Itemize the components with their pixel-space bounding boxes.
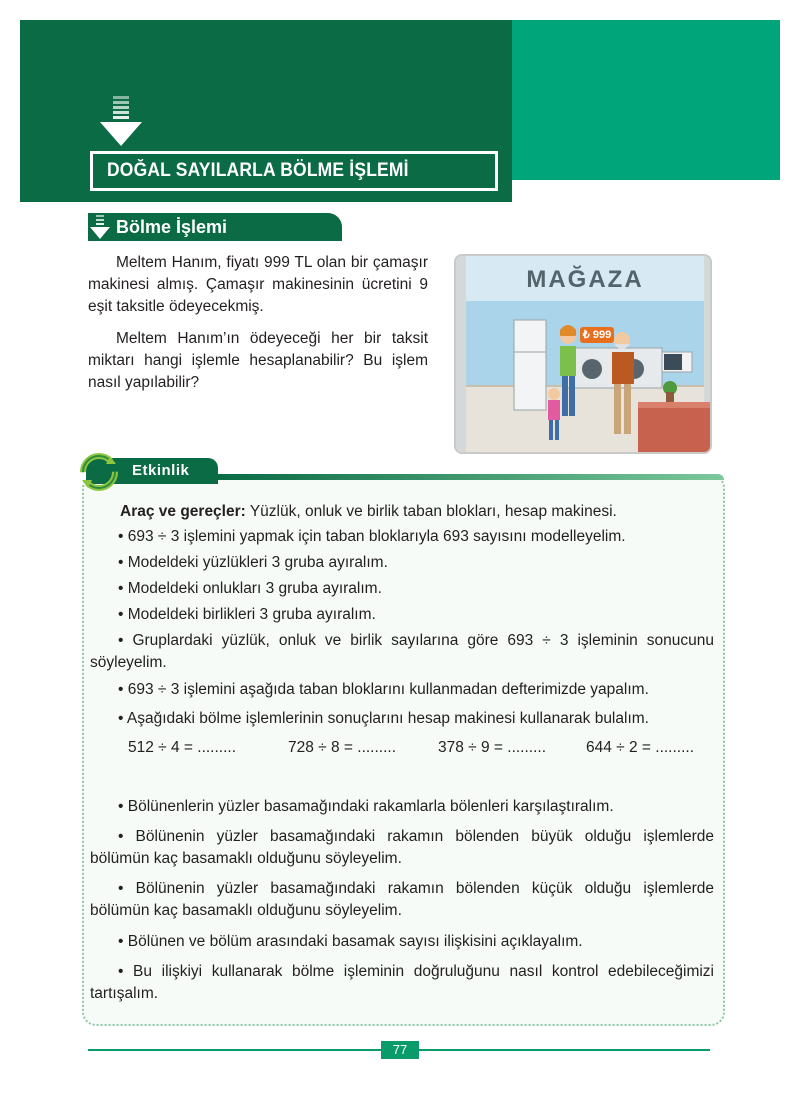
tools-text: Yüzlük, onluk ve birlik taban blokları, hesap makinesi.	[245, 503, 617, 520]
price-tag: ₺ 999	[580, 327, 614, 343]
store-sign: MAĞAZA	[526, 266, 644, 293]
chapter-title-box	[90, 151, 498, 191]
list-item: • Modeldeki yüzlükleri 3 gruba ayıralım.	[118, 554, 388, 571]
header-light-panel	[512, 20, 780, 180]
chapter-title: DOĞAL SAYILARLA BÖLME İŞLEMİ	[107, 160, 409, 181]
tools-line	[120, 501, 720, 523]
operation: 512 ÷ 4 = .........	[128, 739, 237, 756]
operation: 378 ÷ 9 = .........	[438, 739, 547, 756]
section-title: Bölme İşlemi	[116, 216, 228, 237]
tools-label: Araç ve gereçler:	[120, 503, 246, 520]
intro-paragraph-2: Meltem Hanım’ın ödeyeceği her bir taksit miktarı hangi işlemle hesaplanabilir? Bu işlem nasıl yapılabilir?	[88, 330, 428, 391]
list-item: • 693 ÷ 3 işlemini yapmak için taban bloklarıyla 693 sayısını modelleyelim.	[118, 528, 626, 545]
intro-text	[88, 252, 428, 404]
list-item: • Gruplardaki yüzlük, onluk ve birlik sayılarına göre 693 ÷ 3 işleminin sonucunu söyleyelim.	[90, 632, 714, 671]
list-item: • Bölünenin yüzler basamağındaki rakamın bölenden büyük olduğu işlemlerde bölümün kaç basamaklı olduğunu söyleyelim.	[90, 828, 714, 867]
operation: 728 ÷ 8 = .........	[288, 739, 397, 756]
page-number: 77	[381, 1041, 419, 1059]
list-item: • Bölünenlerin yüzler basamağındaki rakamlarla bölenleri karşılaştıralım.	[118, 798, 614, 815]
list-item: • Aşağıdaki bölme işlemlerinin sonuçlarını hesap makinesi kullanarak bulalım.	[118, 710, 649, 727]
list-item: • Bölünenin yüzler basamağındaki rakamın bölenden küçük olduğu işlemlerde bölümün kaç basamaklı olduğunu söyleyelim.	[90, 880, 714, 919]
down-arrow-icon	[100, 96, 142, 148]
store-illustration	[454, 254, 712, 454]
recycle-arrows-icon	[80, 452, 118, 492]
list-item: • Modeldeki onlukları 3 gruba ayıralım.	[118, 580, 382, 597]
intro-paragraph-1: Meltem Hanım, fiyatı 999 TL olan bir çamaşır makinesi almış. Çamaşır makinesinin ücretini 9 eşit taksitle ödeyecekmiş.	[88, 254, 428, 315]
activity-tab-label: Etkinlik	[132, 462, 190, 479]
list-item: • Bu ilişkiyi kullanarak bölme işleminin doğruluğunu nasıl kontrol edebileceğimizi tartışalım.	[90, 963, 714, 1002]
section-heading	[88, 213, 342, 241]
operation: 644 ÷ 2 = .........	[586, 739, 695, 756]
list-item: • 693 ÷ 3 işlemini aşağıda taban bloklarını kullanmadan defterimizde yapalım.	[118, 681, 649, 698]
list-item: • Bölünen ve bölüm arasındaki basamak sayısı ilişkisini açıklayalım.	[118, 933, 583, 950]
activity-top-bar	[218, 474, 724, 480]
down-arrow-icon	[90, 215, 110, 239]
division-operations	[128, 739, 704, 759]
list-item: • Modeldeki birlikleri 3 gruba ayıralım.	[118, 606, 376, 623]
